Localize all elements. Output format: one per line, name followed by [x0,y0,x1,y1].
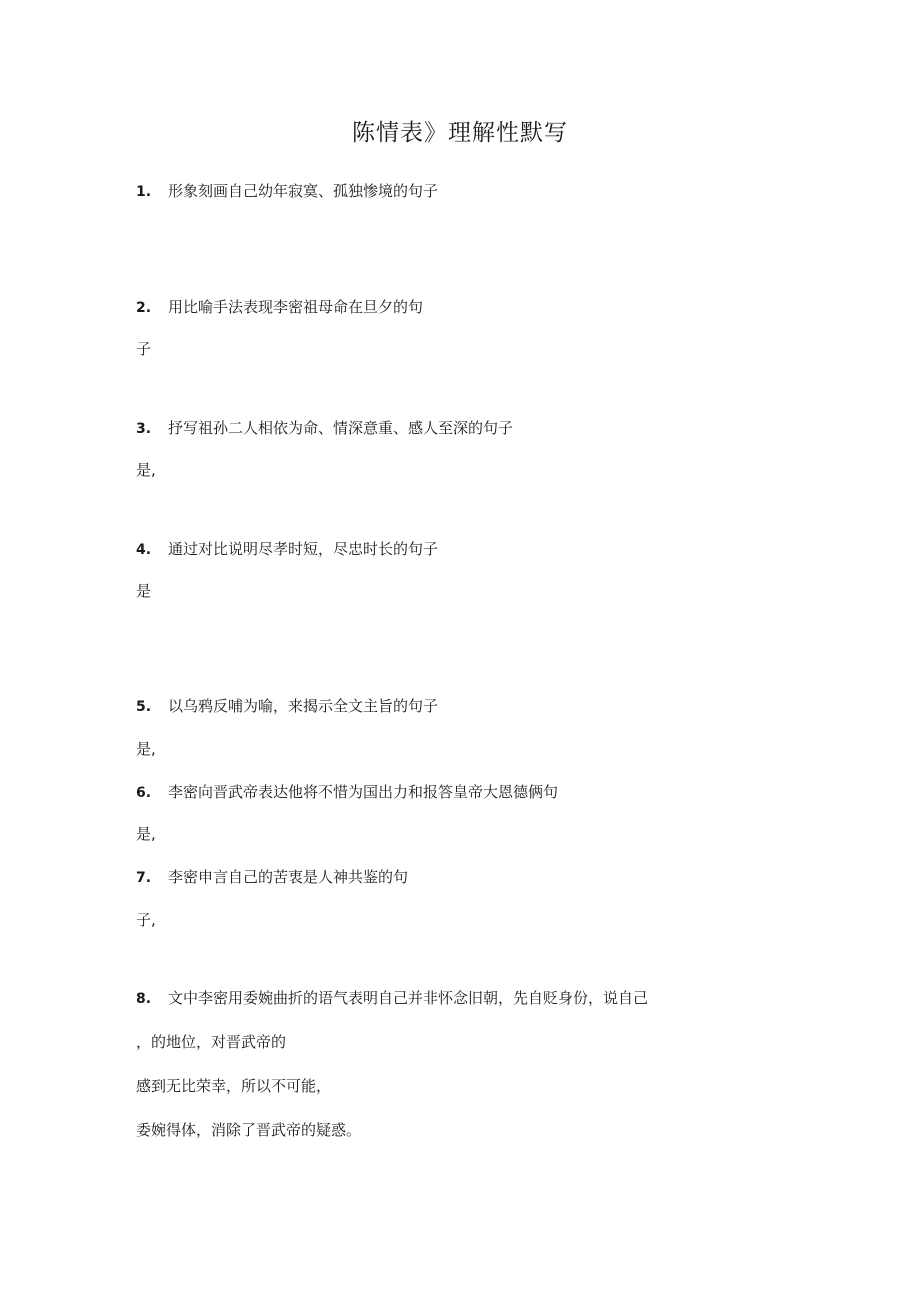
question-4-continuation: 是 [136,582,152,600]
question-text: 以乌鸦反哺为喻，来揭示全文主旨的句子 [168,697,439,715]
question-8 [136,988,648,1009]
question-number: 5. [136,699,152,715]
question-number: 4. [136,542,152,558]
page-title: 陈情表》理解性默写 [352,120,568,146]
question-text: 形象刻画自己幼年寂寞、孤独惨境的句子 [168,182,439,200]
question-8-line-4: 委婉得体，消除了晋武帝的疑惑。 [136,1121,362,1139]
question-text: 通过对比说明尽孝时短，尽忠时长的句子 [168,540,439,558]
question-8-line-3: 感到无比荣幸，所以不可能， [136,1077,332,1095]
question-8-line-2: ，的地位，对晋武帝的 [136,1033,287,1051]
question-7 [136,867,408,888]
question-3 [136,418,513,439]
question-text: 用比喻手法表现李密祖母命在旦夕的句 [168,298,424,316]
question-number: 7. [136,870,152,886]
question-6 [136,782,558,803]
question-2 [136,297,423,318]
question-5-continuation: 是, [136,740,156,758]
question-text: 李密申言自己的苦衷是人神共鉴的句 [168,868,409,886]
question-text: 李密向晋武帝表达他将不惜为国出力和报答皇帝大恩德俩句 [168,783,559,801]
question-1 [136,181,438,202]
question-5 [136,696,438,717]
question-number: 1. [136,184,152,200]
question-6-continuation: 是, [136,825,156,843]
question-2-continuation: 子 [136,340,152,358]
question-number: 8. [136,991,152,1007]
question-4 [136,539,438,560]
question-number: 2. [136,300,152,316]
question-7-continuation: 子, [136,911,156,929]
question-3-continuation: 是, [136,461,156,479]
question-number: 6. [136,785,152,801]
question-text: 文中李密用委婉曲折的语气表明自己并非怀念旧朝，先自贬身份，说自己 [168,989,649,1007]
question-number: 3. [136,421,152,437]
question-text: 抒写祖孙二人相依为命、情深意重、感人至深的句子 [168,419,514,437]
